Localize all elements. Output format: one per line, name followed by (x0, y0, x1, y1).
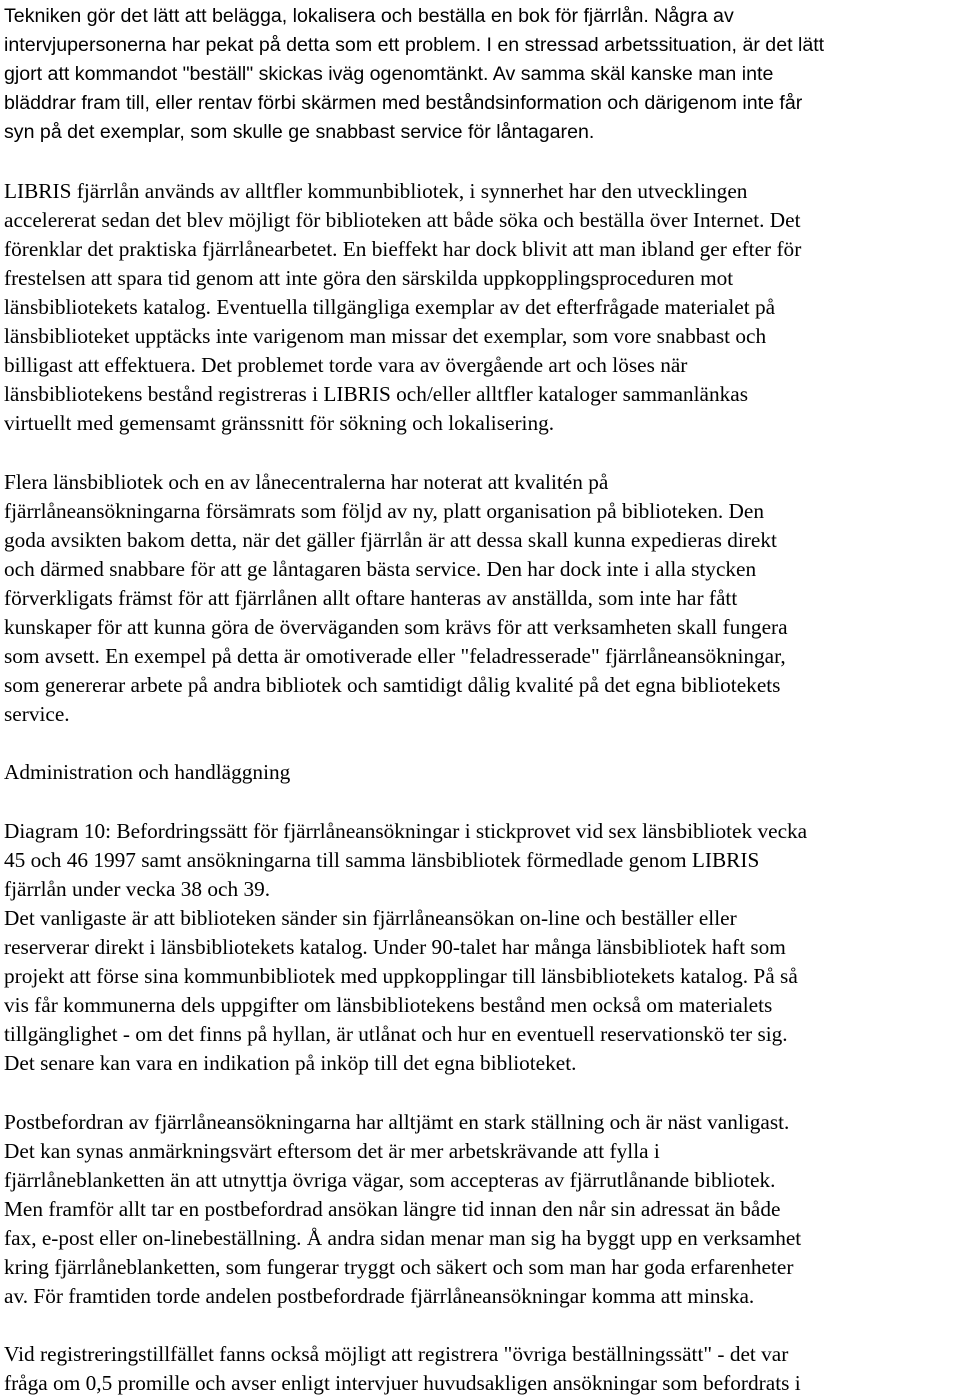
paragraph-diagram-caption (4, 817, 956, 1079)
text-line: intervjupersonerna har pekat på detta som ett problem. I en stressad arbetssituation, är det lätt (4, 34, 825, 57)
paragraph-libris (4, 177, 956, 439)
text-line: som avsett. En exempel på detta är omotiverade eller "feladresserade" fjärrlåneansökningar, (4, 644, 786, 669)
text-line: som genererar arbete på andra bibliotek och samtidigt dålig kvalité på det egna bibliotekets (4, 673, 781, 698)
text-line: Men framför allt tar en postbefordrad ansökan längre tid innan den når sin adressat än både (4, 1196, 781, 1221)
text-line: kunskaper för att kunna göra de överväganden som krävs för att verksamheten skall fungera (4, 614, 788, 639)
document-page (0, 2, 960, 1399)
heading-text: Administration och handläggning (4, 760, 291, 785)
text-line: syn på det exemplar, som skulle ge snabbast service för låntagaren. (4, 121, 595, 144)
text-line: Det senare kan vara en indikation på inköp till det egna biblioteket. (4, 1051, 577, 1076)
text-line: Diagram 10: Befordringssätt för fjärrlåneansökningar i stickprovet vid sex länsbibliotek vecka (4, 818, 808, 843)
text-line: reserverar direkt i länsbibliotekets katalog. Under 90-talet har många länsbibliotek haft som (4, 935, 786, 959)
text-line: kring fjärrlåneblanketten, som fungerar tryggt och säkert och som man har goda erfarenheter (4, 1255, 794, 1280)
text-line: förenklar det praktiska fjärrlånearbetet. En bieffekt har dock blivit att man ibland ger efter för (4, 236, 802, 261)
text-line: fjärrlåneblanketten än att utnyttja övriga vägar, som accepteras av fjärrutlånande bibliotek. (4, 1167, 776, 1192)
paragraph-gap (4, 147, 956, 176)
text-line: frestelsen att spara tid genom att inte göra den särskilda uppkopplingsproceduren mot (4, 265, 734, 290)
text-line: fax, e-post eller on-linebeställning. Å andra sidan menar man sig ha byggt upp en verksamhet (4, 1225, 802, 1250)
text-line: gjort att kommandot "beställ" skickas iväg ogenomtänkt. Av samma skäl kanske man inte (4, 63, 774, 86)
text-line: service. (4, 702, 70, 727)
text-line: förverkligats främst för att fjärrlånen allt oftare hanteras av anställda, som inte har fått (4, 585, 738, 610)
text-line: LIBRIS fjärrlån används av alltfler kommunbibliotek, i synnerhet har den utvecklingen (4, 178, 748, 203)
section-heading (4, 758, 956, 787)
text-line: projekt att förse sina kommunbibliotek med uppkopplingar till länsbibliotekets katalog. På så (4, 964, 798, 989)
text-line: 45 och 46 1997 samt ansökningarna till samma länsbibliotek förmedlade genom LIBRIS (4, 847, 760, 872)
text-line: fråga om 0,5 promille och avser enligt intervjuer huvudsakligen ansökningar som befordrats i (4, 1371, 801, 1396)
text-line: tillgänglighet - om det finns på hyllan, är utlånat och hur en eventuell reservationskö ter sig. (4, 1022, 788, 1047)
text-line: Postbefordran av fjärrlåneansökningarna har alltjämt en stark ställning och är näst vanligast. (4, 1109, 790, 1134)
text-line: Tekniken gör det lätt att belägga, lokalisera och beställa en bok för fjärrlån. Några av (4, 5, 734, 27)
paragraph-gap (4, 1078, 956, 1107)
paragraph-postal (4, 1108, 956, 1312)
text-line: goda avsikten bakom detta, när det gäller fjärrlån är att dessa skall kunna expedieras direkt (4, 527, 777, 552)
text-line: och därmed snabbare för att ge låntagaren bästa service. Den har dock inte i alla stycken (4, 556, 757, 581)
paragraph-gap (4, 729, 956, 758)
paragraph-other-methods (4, 1340, 956, 1398)
text-line: fjärrlån under vecka 38 och 39. (4, 876, 271, 901)
text-line: länsbiblioteket upptäcks inte varigenom man missar det exemplar, som vore snabbast och (4, 324, 767, 349)
text-line: länsbibliotekens bestånd registreras i LIBRIS och/eller alltfler kataloger sammanlänkas (4, 382, 748, 407)
text-line: bläddrar fram till, eller rentav förbi skärmen med beståndsinformation och därigenom inte får (4, 92, 803, 115)
text-line: billigast att effektuera. Det problemet torde vara av övergående art och löses när (4, 353, 688, 378)
paragraph-gap (4, 438, 956, 467)
text-line: fjärrlåneansökningarna försämrats som följd av ny, platt organisation på biblioteken. Den (4, 498, 764, 523)
paragraph-technique (4, 2, 956, 147)
paragraph-gap (4, 1311, 956, 1340)
text-line: accelererat sedan det blev möjligt för biblioteken att både söka och beställa över Internet. Det (4, 207, 801, 232)
paragraph-gap (4, 788, 956, 817)
text-line: Det kan synas anmärkningsvärt eftersom det är mer arbetskrävande att fylla i (4, 1138, 660, 1163)
text-line: Flera länsbibliotek och en av lånecentralerna har noterat att kvalitén på (4, 469, 609, 494)
text-line: Vid registreringstillfället fanns också möjligt att registrera "övriga beställningssätt" - det var (4, 1342, 789, 1367)
text-line: vis får kommunerna dels uppgifter om länsbibliotekens bestånd men också om materialets (4, 993, 773, 1018)
text-line: virtuellt med gemensamt gränssnitt för sökning och lokalisering. (4, 411, 555, 436)
text-line: av. För framtiden torde andelen postbefordrade fjärrlåneansökningar komma att minska. (4, 1284, 755, 1309)
text-line: Det vanligaste är att biblioteken sänder sin fjärrlåneansökan on-line och beställer eller (4, 905, 737, 930)
paragraph-quality (4, 468, 956, 730)
text-line: länsbibliotekets katalog. Eventuella tillgängliga exemplar av det efterfrågade materialet på (4, 294, 776, 319)
